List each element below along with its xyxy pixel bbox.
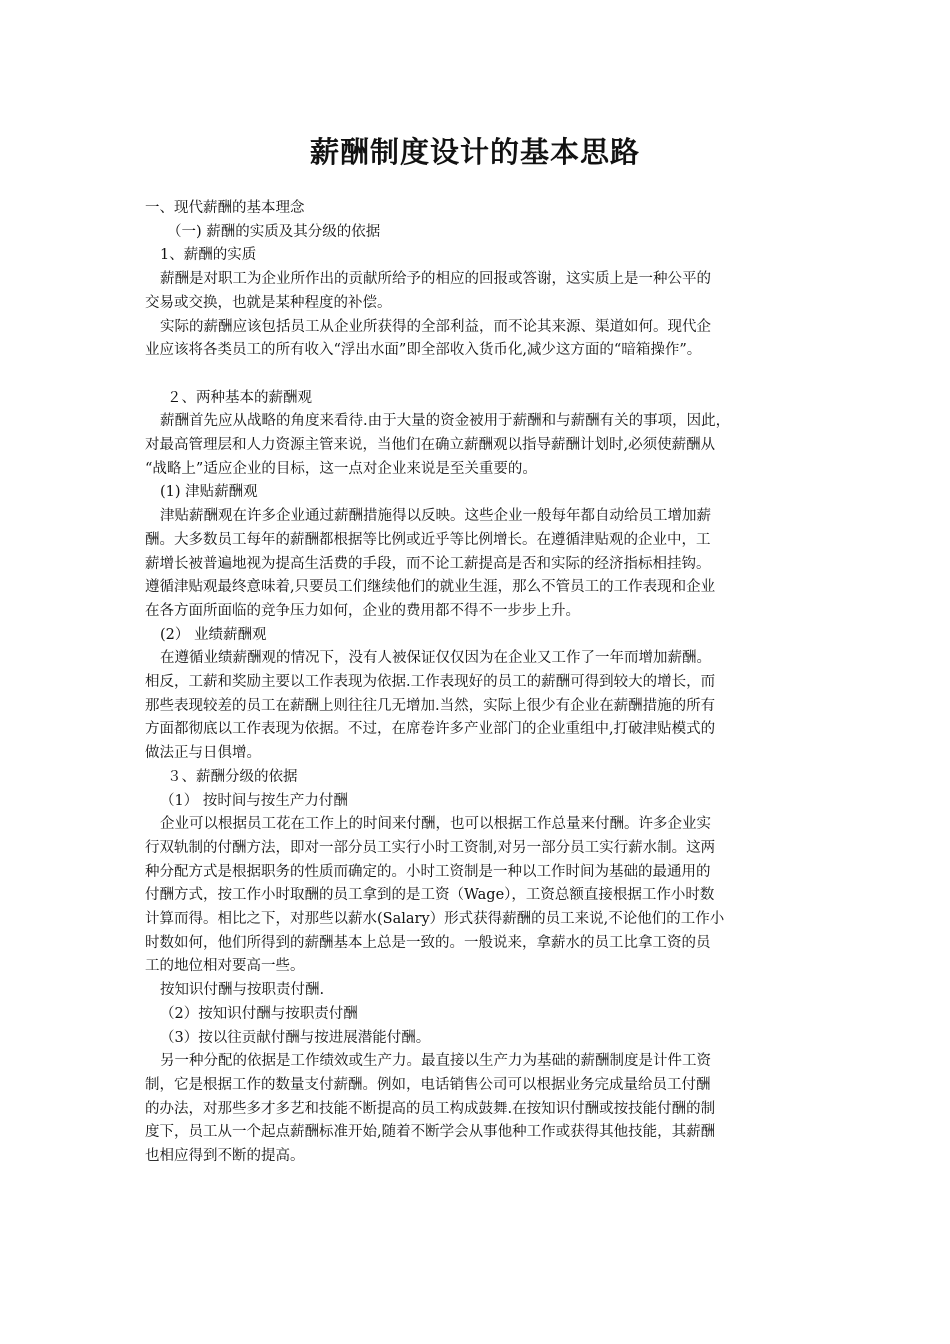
paragraph-line: 行双轨制的付酬方法，即对一部分员工实行小时工资制,对另一部分员工实行薪水制。这两	[145, 839, 716, 856]
paragraph-line: 在遵循业绩薪酬观的情况下，没有人被保证仅仅因为在企业又工作了一年而增加薪酬。	[160, 650, 711, 667]
paragraph-line: 按知识付酬与按职责付酬.	[160, 982, 325, 999]
paragraph-line: 薪酬是对职工为企业所作出的贡献所给予的相应的回报或答谢，这实质上是一种公平的	[160, 271, 711, 288]
document-title: 薪酬制度设计的基本思路	[309, 135, 640, 169]
paragraph-line: 做法正与日俱增。	[145, 745, 261, 762]
subitem-heading: （3）按以往贡献付酬与按进展潜能付酬。	[160, 1029, 431, 1046]
subitem-heading: (1) 津贴薪酬观	[160, 484, 258, 501]
paragraph-line: “战略上”适应企业的目标，这一点对企业来说是至关重要的。	[145, 460, 537, 477]
document-body	[145, 197, 821, 1169]
paragraph-line: 业应该将各类员工的所有收入“浮出水面”即全部收入货币化,减少这方面的“暗箱操作”。	[145, 342, 702, 359]
paragraph-line: 遵循津贴观最终意味着,只要员工们继续他们的就业生涯，那么不管员工的工作表现和企业	[145, 579, 716, 596]
blank-line	[145, 363, 821, 387]
paragraph-line: 薪酬首先应从战略的角度来看待.由于大量的资金被用于薪酬和与薪酬有关的事项，因此，	[160, 413, 731, 430]
subsection-heading-1: （一) 薪酬的实质及其分级的依据	[167, 223, 381, 240]
paragraph-line: 在各方面所面临的竞争压力如何，企业的费用都不得不一步步上升。	[145, 602, 580, 619]
paragraph-line: 津贴薪酬观在许多企业通过薪酬措施得以反映。这些企业一般每年都自动给员工增加薪	[160, 508, 711, 525]
paragraph-line: 交易或交换，也就是某种程度的补偿。	[145, 294, 392, 311]
paragraph-line: 也相应得到不断的提高。	[145, 1148, 305, 1165]
item-heading-2: ２、两种基本的薪酬观	[167, 389, 312, 406]
paragraph-line: 度下，员工从一个起点薪酬标准开始,随着不断学会从事他种工作或获得其他技能，其薪酬	[145, 1124, 716, 1141]
subitem-heading: （1） 按时间与按生产力付酬	[160, 792, 348, 809]
item-heading-1: 1、薪酬的实质	[160, 247, 257, 264]
item-heading-3: ３、薪酬分级的依据	[167, 768, 298, 785]
paragraph-line: 方面都彻底以工作表现为依据。不过，在席卷许多产业部门的企业重组中,打破津贴模式的	[145, 721, 716, 738]
subitem-heading: (2） 业绩薪酬观	[160, 626, 267, 643]
paragraph-line: 实际的薪酬应该包括员工从企业所获得的全部利益，而不论其来源、渠道如何。现代企	[160, 318, 711, 335]
paragraph-line: 企业可以根据员工花在工作上的时间来付酬，也可以根据工作总量来付酬。许多企业实	[160, 816, 711, 833]
subitem-heading: （2）按知识付酬与按职责付酬	[160, 1005, 358, 1022]
paragraph-line: 那些表现较差的员工在薪酬上则往往几无增加.当然，实际上很少有企业在薪酬措施的所有	[145, 697, 716, 714]
paragraph-line: 相反，工薪和奖励主要以工作表现为依据.工作表现好的员工的薪酬可得到较大的增长，而	[145, 674, 716, 691]
paragraph-line: 的办法，对那些多才多艺和技能不断提高的员工构成鼓舞.在按知识付酬或按技能付酬的制	[145, 1100, 716, 1117]
paragraph-line: 工的地位相对要高一些。	[145, 958, 305, 975]
section-heading-1: 一、现代薪酬的基本理念	[145, 200, 305, 216]
paragraph-line: 另一种分配的依据是工作绩效或生产力。最直接以生产力为基础的薪酬制度是计件工资	[160, 1053, 711, 1070]
paragraph-line: 酬。大多数员工每年的薪酬都根据等比例或近乎等比例增长。在遵循津贴观的企业中，工	[145, 531, 711, 548]
paragraph-line: 种分配方式是根据职务的性质而确定的。小时工资制是一种以工作时间为基础的最通用的	[145, 863, 711, 880]
paragraph-line: 付酬方式，按工作小时取酬的员工拿到的是工资（Wage），工资总额直接根据工作小时数	[145, 887, 715, 904]
paragraph-line: 制，它是根据工作的数量支付薪酬。例如，电话销售公司可以根据业务完成量给员工付酬	[145, 1077, 711, 1093]
paragraph-line: 薪增长被普遍地视为提高生活费的手段，而不论工薪提高是否和实际的经济指标相挂钩。	[145, 555, 711, 572]
paragraph-line: 计算而得。相比之下，对那些以薪水(Salary）形式获得薪酬的员工来说,不论他们的工作小	[145, 911, 725, 928]
paragraph-line: 对最高管理层和人力资源主管来说，当他们在确立薪酬观以指导薪酬计划时,必须使薪酬从	[145, 437, 716, 454]
paragraph-line: 时数如何，他们所得到的薪酬基本上总是一致的。一般说来，拿薪水的员工比拿工资的员	[145, 934, 711, 951]
